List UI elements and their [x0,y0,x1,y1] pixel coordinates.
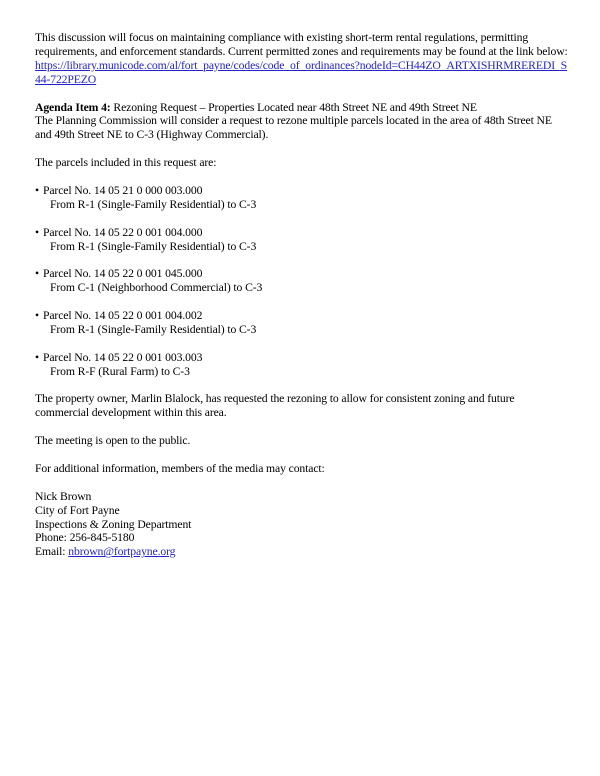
parcel-number-line [35,267,568,281]
phone-label: Phone: [35,531,70,545]
phone-number: 256-845-5180 [69,531,135,545]
parcel-rezone-line: From R-1 (Single-Family Residential) to C-3 [50,197,257,211]
contact-block [35,490,568,560]
bullet-icon: • [35,309,39,323]
parcel-number: Parcel No. 14 05 22 0 001 004.000 [42,225,203,239]
agenda-item-label: Agenda Item 4: [35,100,111,114]
meeting-note: The meeting is open to the public. [35,434,191,448]
media-contact-intro: For additional information, members of the media may contact: [35,461,325,475]
agenda-item-heading [35,101,568,115]
email-link[interactable]: nbrown@fortpayne.org [68,545,176,559]
parcel-number: Parcel No. 14 05 22 0 001 045.000 [42,267,203,281]
municode-link[interactable]: https://library.municode.com/al/fort_payne/codes/code_of_ordinances?nodeId=CH44ZO_ARTXISHRMREREDI_S44-722PEZO [35,58,568,86]
bullet-icon: • [35,267,39,281]
parcel-list-item [35,267,568,295]
parcel-number-line [35,226,568,240]
agenda-item-section [35,101,568,143]
intro-text: This discussion will focus on maintaining compliance with existing short-term rental regulations, permitting requirements, and enforcement standards. Current permitted zones and requirements may be found at the link below: [35,31,568,58]
contact-department: Inspections & Zoning Department [35,517,192,531]
parcel-rezone-line: From R-1 (Single-Family Residential) to C-3 [50,239,257,253]
parcel-number: Parcel No. 14 05 22 0 001 003.003 [42,350,203,364]
parcel-list-item [35,226,568,254]
bullet-icon: • [35,350,39,364]
agenda-item-title: Rezoning Request – Properties Located near 48th Street NE and 49th Street NE [110,100,477,114]
contact-phone-line [35,531,568,545]
parcels-intro: The parcels included in this request are: [35,156,217,170]
parcel-number-line [35,351,568,365]
parcel-rezone-line: From R-F (Rural Farm) to C-3 [50,364,190,378]
agenda-item-body: The Planning Commission will consider a request to rezone multiple parcels located in the area of 48th Street NE and 49th Street NE to C-3 (Highway Commercial). [35,114,552,142]
contact-organization: City of Fort Payne [35,503,120,517]
parcel-list-item [35,184,568,212]
parcel-rezone-line: From R-1 (Single-Family Residential) to C-3 [50,322,257,336]
parcel-list-item [35,351,568,379]
bullet-icon: • [35,225,39,239]
contact-name: Nick Brown [35,489,92,503]
parcel-list-item [35,309,568,337]
email-label: Email: [35,545,69,559]
parcel-number: Parcel No. 14 05 21 0 000 003.000 [42,183,203,197]
parcel-number-line [35,309,568,323]
owner-paragraph: The property owner, Marlin Blalock, has requested the rezoning to allow for consistent zoning and future commercial development within this area. [35,392,515,420]
contact-email-line [35,545,568,559]
parcel-list [35,184,568,379]
parcel-number-line [35,184,568,198]
bullet-icon: • [35,183,39,197]
parcel-number: Parcel No. 14 05 22 0 001 004.002 [42,309,203,323]
parcel-rezone-line: From C-1 (Neighborhood Commercial) to C-3 [50,281,263,295]
intro-paragraph [35,31,568,87]
